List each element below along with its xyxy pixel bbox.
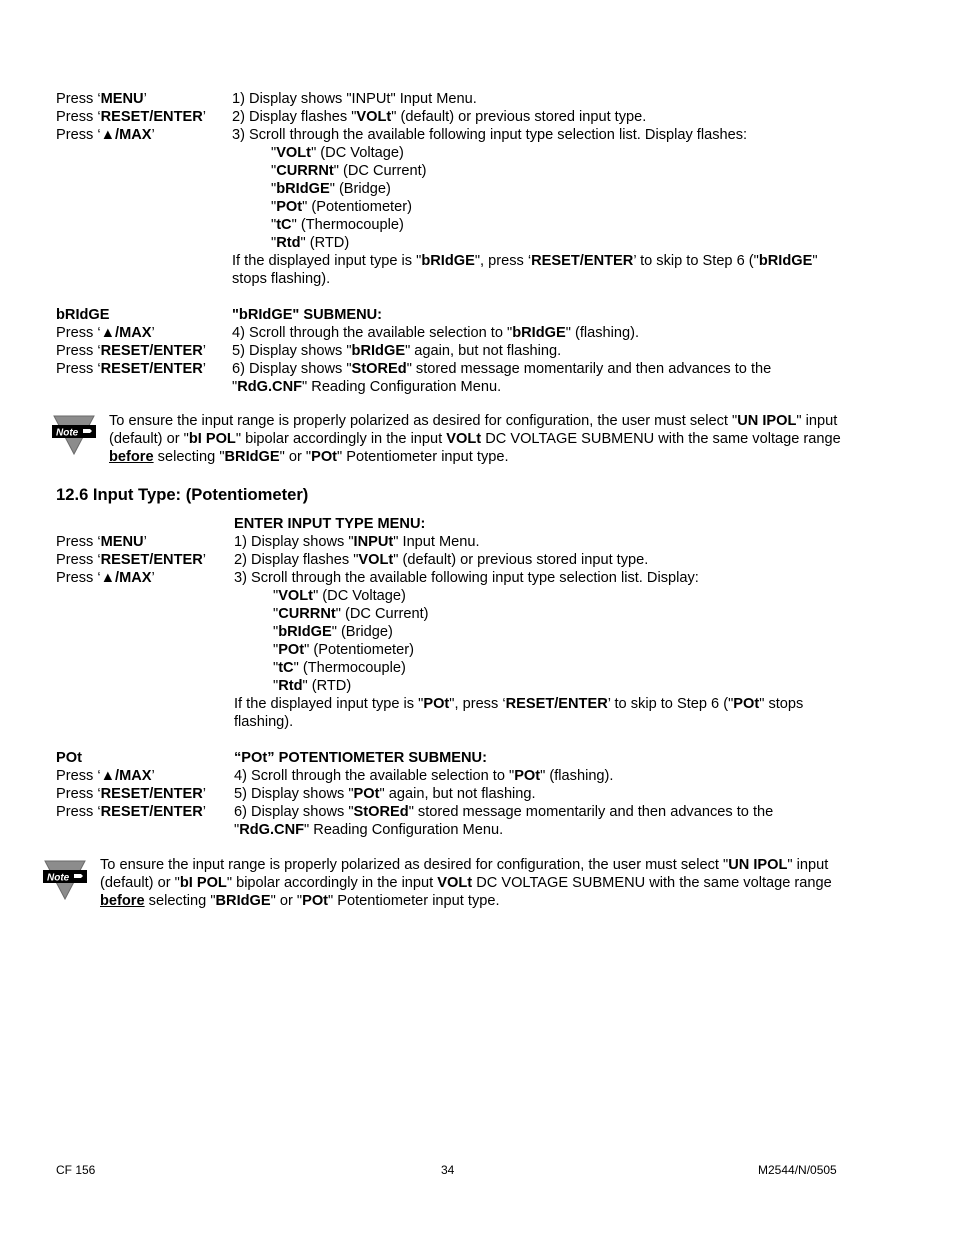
press-up-max-label: Press ‘▲/MAX’ [56, 325, 155, 341]
step-6-text: 6) Display shows "StOREd" stored message momentarily and then advances to the [234, 804, 774, 820]
option-pot: "POt" (Potentiometer) [273, 642, 414, 658]
svg-text:Note: Note [56, 427, 79, 439]
press-reset-enter-label: Press ‘RESET/ENTER’ [56, 786, 207, 802]
press-reset-enter-label: Press ‘RESET/ENTER’ [56, 361, 207, 377]
press-up-max-label: Press ‘▲/MAX’ [56, 127, 155, 143]
option-bridge: "bRIdGE" (Bridge) [273, 624, 393, 640]
step-1-text: 1) Display shows "INPUt" Input Menu. [232, 91, 477, 107]
step-6-text: 6) Display shows "StOREd" stored message momentarily and then advances to the [232, 361, 772, 377]
option-tc: "tC" (Thermocouple) [273, 660, 406, 676]
step-2-text: 2) Display flashes "VOLt" (default) or previous stored input type. [232, 109, 647, 125]
step-3-text: 3) Scroll through the available following input type selection list. Display flashes: [232, 127, 748, 143]
step-6-continued: "RdG.CNF" Reading Configuration Menu. [234, 822, 504, 838]
note-line: (default) or "bI POL" bipolar accordingly in the input VOLt DC VOLTAGE SUBMENU with the same voltage range [100, 875, 832, 891]
note-line: (default) or "bI POL" bipolar accordingly in the input VOLt DC VOLTAGE SUBMENU with the same voltage range [109, 431, 841, 447]
page-number: 34 [441, 1163, 455, 1177]
press-up-max-label: Press ‘▲/MAX’ [56, 570, 155, 586]
press-reset-enter-label: Press ‘RESET/ENTER’ [56, 804, 207, 820]
option-currnt: "CURRNt" (DC Current) [273, 606, 429, 622]
note-line: To ensure the input range is properly polarized as desired for configuration, the user must select "UN IPOL" input [100, 857, 829, 873]
press-reset-enter-label: Press ‘RESET/ENTER’ [56, 109, 207, 125]
svg-text:Note: Note [47, 872, 70, 884]
note-line: To ensure the input range is properly polarized as desired for configuration, the user must select "UN IPOL" input [109, 413, 838, 429]
press-up-max-label: Press ‘▲/MAX’ [56, 768, 155, 784]
footer-document-code: M2544/N/0505 [758, 1163, 837, 1177]
option-pot: "POt" (Potentiometer) [271, 199, 412, 215]
note-line: before selecting "BRIdGE" or "POt" Potentiometer input type. [100, 893, 500, 909]
option-tc: "tC" (Thermocouple) [271, 217, 404, 233]
step-4-text: 4) Scroll through the available selection to "POt" (flashing). [234, 768, 614, 784]
step-3-text: 3) Scroll through the available following input type selection list. Display: [234, 570, 699, 586]
option-bridge: "bRIdGE" (Bridge) [271, 181, 391, 197]
pot-section-label: POt [56, 750, 82, 766]
bridge-section-label: bRIdGE [56, 307, 110, 323]
skip-instruction-line-1: If the displayed input type is "POt", press ‘RESET/ENTER’ to skip to Step 6 ("POt" stops [234, 696, 804, 712]
skip-instruction-line-2: flashing). [234, 714, 294, 730]
option-volt: "VOLt" (DC Voltage) [271, 145, 404, 161]
option-rtd: "Rtd" (RTD) [273, 678, 352, 694]
note-icon [51, 414, 97, 460]
step-1-text: 1) Display shows "INPUt" Input Menu. [234, 534, 480, 550]
skip-instruction-line-1: If the displayed input type is "bRIdGE", press ‘RESET/ENTER’ to skip to Step 6 ("bRIdGE" [232, 253, 818, 269]
press-menu-label: Press ‘MENU’ [56, 534, 147, 550]
note-icon [42, 859, 88, 905]
option-rtd: "Rtd" (RTD) [271, 235, 350, 251]
pot-submenu-title: “POt” POTENTIOMETER SUBMENU: [234, 750, 487, 766]
step-5-text: 5) Display shows "bRIdGE" again, but not flashing. [232, 343, 562, 359]
option-volt: "VOLt" (DC Voltage) [273, 588, 406, 604]
step-2-text: 2) Display flashes "VOLt" (default) or previous stored input type. [234, 552, 649, 568]
skip-instruction-line-2: stops flashing). [232, 271, 331, 287]
option-currnt: "CURRNt" (DC Current) [271, 163, 427, 179]
note-2-text [100, 856, 832, 910]
bridge-submenu-title: "bRIdGE" SUBMENU: [232, 307, 383, 323]
note-1-text [109, 412, 841, 466]
press-reset-enter-label: Press ‘RESET/ENTER’ [56, 343, 207, 359]
enter-input-type-menu-title: ENTER INPUT TYPE MENU: [234, 516, 426, 532]
section-heading: 12.6 Input Type: (Potentiometer) [56, 485, 309, 504]
step-5-text: 5) Display shows "POt" again, but not flashing. [234, 786, 536, 802]
press-reset-enter-label: Press ‘RESET/ENTER’ [56, 552, 207, 568]
press-menu-label: Press ‘MENU’ [56, 91, 147, 107]
step-4-text: 4) Scroll through the available selection to "bRIdGE" (flashing). [232, 325, 640, 341]
footer-model: CF 156 [56, 1163, 96, 1177]
step-6-continued: "RdG.CNF" Reading Configuration Menu. [232, 379, 502, 395]
note-line: before selecting "BRIdGE" or "POt" Potentiometer input type. [109, 449, 509, 465]
